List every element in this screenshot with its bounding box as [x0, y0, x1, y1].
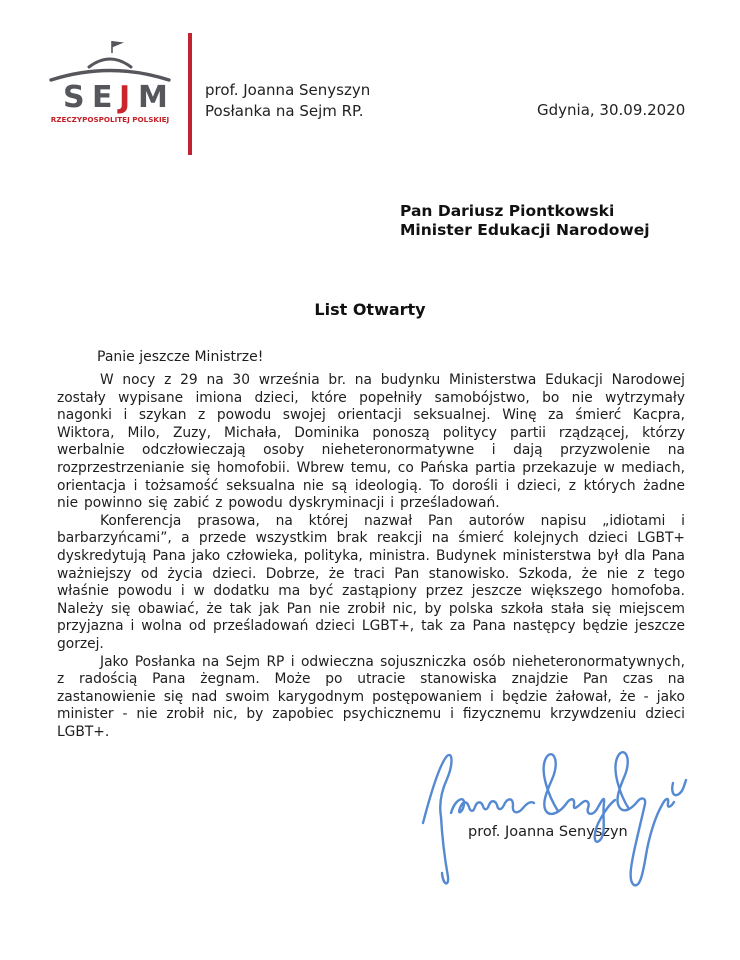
- sender-name: prof. Joanna Senyszyn: [205, 81, 371, 99]
- letter-body: [57, 372, 685, 741]
- typed-signature: prof. Joanna Senyszyn: [468, 824, 628, 840]
- salutation: Panie jeszcze Ministrze!: [97, 349, 264, 365]
- sejm-logo: [45, 38, 175, 145]
- letter-paragraph: Konferencja prasowa, na której nazwał Pan autorów napisu „idiotami i barbarzyńcami”, a przede wszystkim brak reakcji na śmierć kolejnych dzieci LGBT+ dyskredytują Pana jako człowieka, polityka, ministra. Budynek ministerstwa był dla Pana ważniejszy od życia dzieci. Dobrze, że traci Pan stanowisko. Szkoda, że nie z tego właśnie powodu i w dodatku ma być zastąpiony przez jeszcze większego homofoba. Należy się obawiać, że tak jak Pan nie zrobił nic, by polska szkoła stała się miejscem przyjazna i wolna od prześladowań dzieci LGBT+, tak za Pana następcy będzie jeszcze gorzej.: [57, 512, 685, 652]
- logo-letter-e: E: [92, 80, 113, 115]
- vertical-divider: [188, 33, 192, 155]
- logo-subtitle: RZECZYPOSPOLITEJ POLSKIEJ: [50, 115, 170, 124]
- flag-icon: [112, 41, 124, 48]
- logo-letter-j: J: [119, 80, 131, 115]
- sender-role: Posłanka na Sejm RP.: [205, 101, 364, 120]
- letter-paragraph: W nocy z 29 na 30 września br. na budynku Ministerstwa Edukacji Narodowej zostały wypisane imiona dzieci, które popełniły samobójstwo, bo nie wytrzymały nagonki i szykan z powodu swojej orientacji seksualnej. Winę za śmierć Kacpra, Wiktora, Milo, Zuzy, Michała, Dominika ponoszą politycy partii rządzącej, którzy werbalnie odczłowieczają osoby nieheteronormatywne i dają przyzwolenie na rozprzestrzenianie się homofobii. Wbrew temu, co Pańska partia przekazuje w mediach, orientacja i tożsamość seksualna nie są ideologią. To dorośli i dzieci, z których żadne nie powinno się zabić z powodu dyskryminacji i prześladowań.: [57, 372, 685, 512]
- logo-letter-m: M: [138, 80, 168, 115]
- letter-title: List Otwarty: [314, 300, 426, 319]
- dome-arc-icon: [89, 59, 131, 67]
- sejm-building-icon: [45, 38, 175, 145]
- sender-block: [205, 80, 370, 121]
- logo-letter-s: S: [63, 80, 85, 115]
- recipient-title: Minister Edukacji Narodowej: [400, 221, 650, 239]
- roof-arc-icon: [51, 71, 169, 81]
- handwritten-signature-icon: [415, 745, 715, 890]
- recipient-block: [400, 202, 650, 240]
- recipient-name: Pan Dariusz Piontkowski: [400, 202, 615, 220]
- dateline: Gdynia, 30.09.2020: [537, 101, 686, 119]
- letter-paragraph: Jako Posłanka na Sejm RP i odwieczna sojuszniczka osób nieheteronormatywnych, z radością Pana żegnam. Może po utracie stanowiska znajdzie Pan czas na zastanowienie się nad swoim karygodnym postępowaniem i będzie żałował, że - jako minister - nie zrobił nic, by zapobiec psychicznemu i fizycznemu krzywdzeniu dzieci LGBT+.: [57, 653, 685, 740]
